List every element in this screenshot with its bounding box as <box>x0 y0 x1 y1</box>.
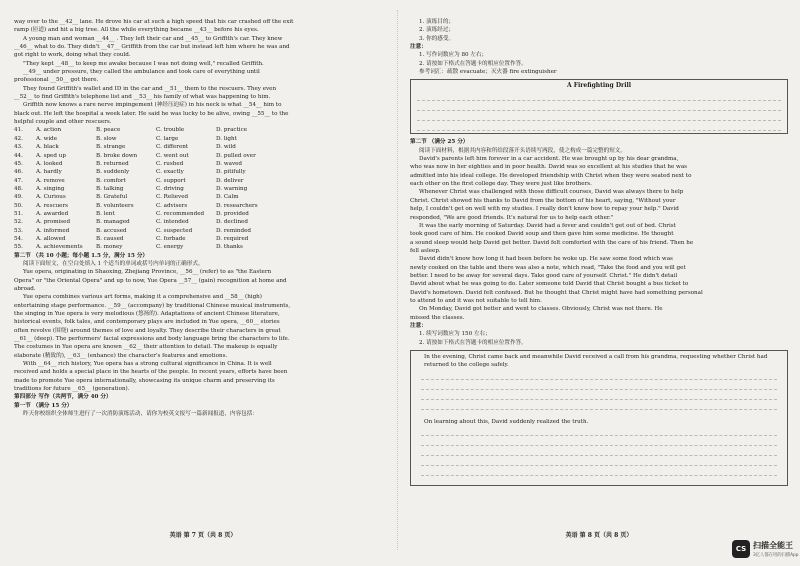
passage-line: Opera" or "the Oriental Opera" and up to now, Yue Opera __57__ (gain) recognition at home and <box>14 277 287 284</box>
question-number: 53. <box>14 227 23 234</box>
answer-box-title: A Firefighting Drill <box>566 82 632 90</box>
story-line: David about what he was going to do. Later someone told David that Christ bought a bus ticket to <box>410 281 689 288</box>
passage-line: __46__ what to do. They didn't __47__ Griffith from the car but instead left him where he was and <box>14 44 290 51</box>
answer-line <box>421 380 777 390</box>
continuation-notes <box>410 330 788 347</box>
passage-line: The costumes in Yue opera are known __62__ their attention to detail. The makeup is equally <box>14 344 278 351</box>
story-line: David didn't know how long it had been before he woke up. He saw some food which was <box>419 256 673 263</box>
option-choice-a: A. hardly <box>36 169 62 176</box>
question-number: 54. <box>14 235 23 242</box>
option-choice-c: C. forbade <box>156 235 186 242</box>
option-row <box>14 168 392 176</box>
option-choice-a: A. Curious <box>36 194 66 201</box>
option-row <box>14 243 392 251</box>
writing-point: 1. 演练目的； <box>419 19 455 25</box>
section2-instruction: 阅读下面短文，在空白处填入 1 个适当的单词或括号内单词的正确形式。 <box>23 260 204 267</box>
box-paragraph-opening-1: In the evening, Christ came back and meanwhile David received a call from his grandma, requesting whether Christ had returned to the college safely. <box>424 354 768 369</box>
story-line: David's parents left him forever in a car accident. He was brought up by his dear grandma, <box>419 156 679 163</box>
answer-line <box>421 466 777 476</box>
option-row <box>14 218 392 226</box>
option-choice-d: D. researchers <box>216 202 258 209</box>
option-choice-c: C. advisers <box>156 202 188 209</box>
option-choice-d: D. light <box>216 135 237 142</box>
passage-line: often revolve (围绕) around themes of love and loyalty. They describe their characters in great <box>14 327 281 334</box>
option-row <box>14 210 392 218</box>
vocab-hint: 参考词汇：疏散 evacuate；灭火器 fire extinguisher <box>419 69 557 76</box>
story-line: Christ. Christ showed his thanks to David from the bottom of his heart, saying, "Without your <box>410 197 676 204</box>
option-choice-d: D. declined <box>216 219 248 226</box>
answer-line <box>417 91 781 101</box>
question-number: 51. <box>14 210 23 217</box>
passage-line: ramp (匝道) and hit a big tree. All the while everything became __43__ before his eyes. <box>14 27 259 34</box>
option-choice-a: A. remove <box>36 177 65 184</box>
question-number: 47. <box>14 177 23 184</box>
option-row <box>14 202 392 210</box>
option-choice-a: A. singing <box>36 185 65 192</box>
answer-line <box>421 436 777 446</box>
question-number: 43. <box>14 144 23 151</box>
passage-line: __49__ under pressure, they called the ambulance and took care of everything until <box>23 69 260 76</box>
watermark-subtitle: 3亿人都在用的扫描App <box>753 553 799 558</box>
story-line: each other on the first college day. They were just like brothers. <box>410 181 592 188</box>
option-choice-b: B. accused <box>96 227 127 234</box>
answer-line <box>417 121 781 131</box>
camscanner-logo-icon: CS <box>732 540 750 558</box>
question-number: 55. <box>14 244 23 251</box>
option-choice-c: C. exactly <box>156 169 184 176</box>
option-choice-c: C. support <box>156 177 186 184</box>
passage-line: historical events, folk tales, and contemporary plays are included in Yue opera, __60__ stories <box>14 319 280 326</box>
part4-header: 第四部分 写作（共两节，满分 40 分） <box>14 394 112 401</box>
passage-line: elaborate (精致的), __63__ (enhance) the character's features and emotions. <box>14 352 228 359</box>
option-choice-c: C. recommended <box>156 210 205 217</box>
option-choice-d: D. pulled over <box>216 152 256 159</box>
cloze-passage <box>14 18 392 126</box>
section2-header: 第二节 （共 10 小题；每小题 1.5 分，满分 15 分） <box>14 252 149 259</box>
option-choice-d: D. provided <box>216 210 249 217</box>
story-line: On Monday, David got better and went to classes. Obviously, Christ was not there. He <box>419 306 663 313</box>
passage-line: the singing in Yue opera is very melodious (悠扬的). Adaptations of ancient Chinese literature, <box>14 311 280 318</box>
option-choice-b: B. money <box>96 244 123 251</box>
passage-line: entertaining stage performance. __59__ (accompany) by traditional Chinese musical instruments, <box>14 302 291 309</box>
question-number: 44. <box>14 152 23 159</box>
option-choice-a: A. informed <box>36 227 70 234</box>
left-page <box>14 18 392 543</box>
option-choice-a: A. action <box>36 127 62 134</box>
option-choice-c: C. suspected <box>156 227 193 234</box>
right-page <box>410 18 788 543</box>
story-line: fell asleep. <box>410 247 441 254</box>
option-choice-b: B. comfort <box>96 177 126 184</box>
option-choice-a: A. achievements <box>36 244 83 251</box>
answer-line <box>421 400 777 410</box>
option-choice-b: B. volunteers <box>96 202 134 209</box>
writing-points <box>410 18 788 43</box>
question-number: 49. <box>14 194 23 201</box>
question-number: 45. <box>14 160 23 167</box>
option-choice-d: D. Calm <box>216 194 239 201</box>
option-choice-c: C. went out <box>156 152 189 159</box>
answer-line <box>417 111 781 121</box>
option-choice-d: D. waved <box>216 160 243 167</box>
option-choice-a: A. promised <box>36 219 71 226</box>
story-line: help, I couldn't get on well with my studies. I really don't know how to repay your help." David <box>410 206 679 213</box>
writing-point: 3. 你的感受。 <box>419 35 455 42</box>
option-row <box>14 126 392 134</box>
option-choice-d: D. wild <box>216 144 236 151</box>
passage-line: traditions for future __65__ (generation). <box>14 386 130 393</box>
passage-line: __52__ to find Griffith's telephone list and __53__ his family of what was happening to him. <box>14 94 271 101</box>
passage-line: Yue opera combines various art forms, making it a comprehensive and __58__ (high) <box>23 294 262 301</box>
option-choice-b: B. returned <box>96 160 129 167</box>
passage-line: abroad. <box>14 286 36 292</box>
section2-instruction-right: 阅读下面材料，根据其内容和所给段落开头语续写两段，使之构成一篇完整的短文。 <box>419 147 626 154</box>
option-choice-d: D. practice <box>216 127 248 134</box>
left-page-footer: 英语 第 7 页（共 8 页） <box>169 532 237 539</box>
passage-line: Griffith now knows a rare nerve impingement (神经压迫症) in his neck is what __54__ him to <box>23 102 282 109</box>
story-line: David's hometown. David felt confused. But he thought that Christ might have had something personal <box>410 289 703 296</box>
option-row <box>14 193 392 201</box>
answer-box-drill <box>410 79 788 134</box>
note-label: 注意： <box>410 44 427 51</box>
writing-point: 2. 演练经过； <box>419 27 455 34</box>
option-choice-b: B. lent <box>96 210 115 217</box>
option-choice-d: D. deliver <box>216 177 244 184</box>
option-choice-b: B. talking <box>96 185 124 192</box>
option-choice-b: B. suddenly <box>96 169 130 176</box>
story-line: who was now in her eighties and in poor health. David was so excellent at his studies that he was <box>410 164 688 171</box>
option-choice-a: A. sped up <box>36 152 66 159</box>
option-row <box>14 152 392 160</box>
answer-line <box>421 456 777 466</box>
note-item: 2. 请按如下格式在答题卡的相应位置作答。 <box>419 339 527 346</box>
scanner-watermark <box>732 538 798 562</box>
passage-line: received and holds a special place in the hearts of the people. In recent years, efforts have been <box>14 369 288 376</box>
story-line: Whenever Christ was challenged with those difficult courses, David was always there to help <box>419 189 684 196</box>
option-choice-c: C. energy <box>156 244 184 251</box>
option-row <box>14 177 392 185</box>
watermark-name: 扫描全能王 <box>753 541 793 550</box>
option-choice-a: A. looked <box>36 160 63 167</box>
option-choice-b: B. peace <box>96 127 121 134</box>
story-line: newly cooked on the table and there was also a note, which read, "Take the food and you will get <box>410 264 686 271</box>
cloze-options <box>14 126 392 251</box>
story-line: missed the classes. <box>410 314 465 321</box>
answer-line <box>421 426 777 436</box>
option-choice-c: C. rushed <box>156 160 184 167</box>
passage-line: "They kept __48__ to keep me awake because I was not doing well," recalled Griffith. <box>23 60 264 67</box>
story-line: a sound sleep would help David get better. David felt comforted with the care of his friend. Then he <box>410 239 694 246</box>
section2-header-right: 第二节 （满分 25 分） <box>410 139 469 146</box>
option-choice-a: A. rescuers <box>36 202 69 209</box>
page-divider <box>397 10 398 550</box>
option-row <box>14 143 392 151</box>
question-number: 50. <box>14 202 23 209</box>
option-choice-a: A. wide <box>36 135 58 142</box>
answer-line <box>421 370 777 380</box>
question-number: 46. <box>14 169 23 176</box>
option-choice-d: D. required <box>216 235 249 242</box>
option-choice-b: B. managed <box>96 219 130 226</box>
option-row <box>14 185 392 193</box>
option-choice-c: C. different <box>156 144 189 151</box>
passage-line: Yue opera, originating in Shaoxing, Zhejiang Province, __56__ (refer) to as "the Eastern <box>23 269 272 276</box>
question-number: 52. <box>14 219 23 226</box>
option-choice-a: A. awarded <box>36 210 69 217</box>
passage-line: They found Griffith's wallet and ID in the car and __51__ them to the rescuers. They even <box>23 85 277 92</box>
passage-line: professional __50__ got there. <box>14 77 99 84</box>
story-line: responded, "We are good friends. It's natural for us to help each other." <box>410 214 614 221</box>
box-paragraph-opening-2: On learning about this, David suddenly realized the truth. <box>424 418 589 425</box>
option-row <box>14 235 392 243</box>
question-number: 42. <box>14 135 23 142</box>
story-line: to attend to and it was not suitable to tell him. <box>410 297 542 304</box>
option-choice-a: A. black <box>36 144 59 151</box>
part4-prompt: 昨天你校组织全体师生进行了一次消防演练活动，请你为校英文报写一篇新闻报道，内容包括： <box>23 411 258 418</box>
answer-box-continuation <box>410 350 788 486</box>
option-choice-b: B. slow <box>96 135 117 142</box>
continuation-story <box>410 155 788 322</box>
question-number: 48. <box>14 185 23 192</box>
option-row <box>14 227 392 235</box>
right-page-footer: 英语 第 8 页（共 8 页） <box>565 532 633 539</box>
option-row <box>14 135 392 143</box>
option-choice-c: C. large <box>156 135 179 142</box>
option-choice-d: D. thanks <box>216 244 243 251</box>
option-choice-b: B. broke down <box>96 152 138 159</box>
option-choice-d: D. reminded <box>216 227 251 234</box>
note2-label: 注意： <box>410 322 427 329</box>
passage-line: made to promote Yue opera internationally, showcasing its unique charm and preserving its <box>14 377 275 384</box>
option-row <box>14 160 392 168</box>
question-number: 41. <box>14 127 23 134</box>
option-choice-c: C. trouble <box>156 127 185 134</box>
passage-line: A young man and woman __44__ . They left their car and __45__ to Griffith's car. They knew <box>23 35 283 42</box>
note-item: 1. 写作词数应为 80 左右； <box>419 52 488 59</box>
option-choice-c: C. Relieved <box>156 194 189 201</box>
option-choice-b: B. caused <box>96 235 124 242</box>
grammar-passage <box>14 268 392 393</box>
option-choice-a: A. allowed <box>36 235 66 242</box>
note-item: 2. 请按如下格式在答题卡的相应位置作答。 <box>419 60 527 67</box>
story-line: better. I need to be away for several days. Take good care of yourself. Christ." He didn't detail <box>410 272 678 279</box>
option-choice-b: B. Grateful <box>96 194 128 201</box>
answer-line <box>417 101 781 111</box>
part4-section1: 第一节 （满分 15 分） <box>14 402 73 409</box>
option-choice-c: C. intended <box>156 219 189 226</box>
answer-line <box>421 390 777 400</box>
passage-line: black out. He left the hospital a week later. He said he was lucky to be alive, owing __55__ to the <box>14 110 289 117</box>
answer-line <box>421 446 777 456</box>
story-line: It was the early morning of Saturday. David had a fever and couldn't get out of bed. Christ <box>419 222 676 229</box>
option-choice-b: B. strange <box>96 144 126 151</box>
option-choice-c: C. driving <box>156 185 184 192</box>
passage-line: helpful couple and other rescuers. <box>14 119 112 126</box>
passage-line: got right to work, doing what they could. <box>14 52 131 59</box>
option-choice-d: D. pitifully <box>216 169 246 176</box>
story-line: took good care of him. He cooked David soup and then gave him some medicine. He thought <box>410 231 674 238</box>
option-choice-d: D. warning <box>216 185 248 192</box>
passage-line: __61__ (deep). The performers' facial expressions and body language bring the characters to life. <box>14 336 290 343</box>
note-item: 1. 续写词数应为 150 左右； <box>419 331 491 338</box>
story-line: admitted into his ideal college. He developed friendship with Christ when they were seated next to <box>410 172 692 179</box>
writing-notes <box>410 51 788 68</box>
passage-line: With __64__ rich history, Yue opera has a strong cultural significance in China. It is well <box>23 361 272 368</box>
passage-line: way over to the __42__ lane. He drove his car at such a high speed that his car crashed off the exit <box>14 19 294 25</box>
